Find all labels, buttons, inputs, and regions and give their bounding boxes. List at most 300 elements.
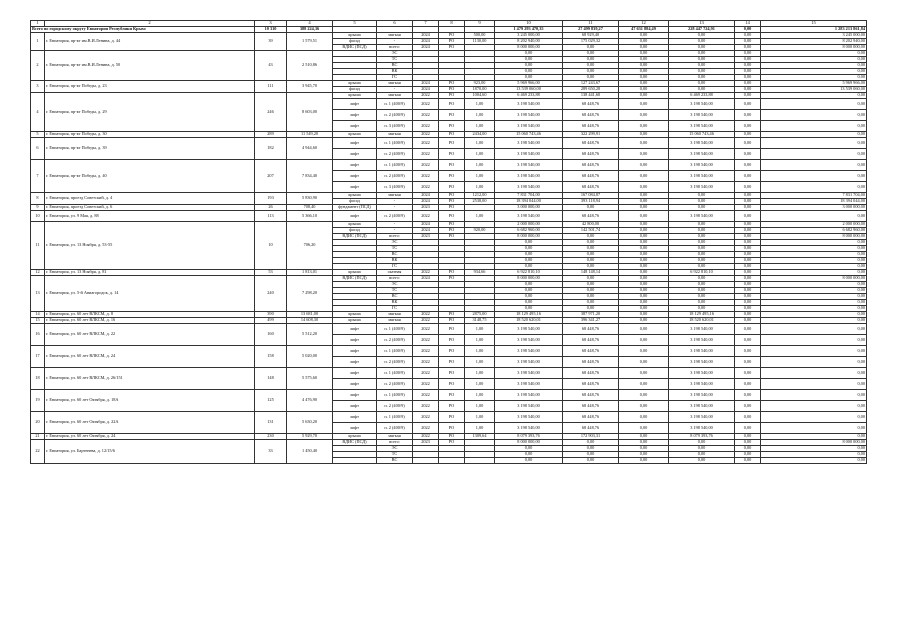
cost: 3 198 540,00 xyxy=(495,182,563,193)
total-col14: 0,00 xyxy=(735,27,761,33)
year: 2022 xyxy=(413,149,439,160)
work-subtype: п. 1 (400/9) xyxy=(377,99,413,110)
work-subtype: ГС xyxy=(377,306,413,312)
col15: 0,00 xyxy=(761,138,867,149)
col14: 0,00 xyxy=(735,57,761,63)
col14: 0,00 xyxy=(735,75,761,81)
method: РО xyxy=(439,160,465,171)
apartments-count: 131 xyxy=(255,412,287,434)
column-number: 14 xyxy=(735,21,761,27)
col12: 0,00 xyxy=(619,160,669,171)
total-label: Всего по городскому округу Евпатория Республики Крым: xyxy=(31,27,255,33)
col15: 0,00 xyxy=(761,69,867,75)
col14: 0,00 xyxy=(735,121,761,132)
row-number: 7 xyxy=(31,160,45,193)
year: 2024 xyxy=(413,222,439,228)
col11: 0,00 xyxy=(563,258,619,264)
method: РО xyxy=(439,423,465,434)
col15: 8 202 940,00 xyxy=(761,39,867,45)
col14: 0,00 xyxy=(735,39,761,45)
apartments-count: 43 xyxy=(255,51,287,81)
cost: 18 394 044,00 xyxy=(495,199,563,205)
method: РО xyxy=(439,199,465,205)
work-type: крыша xyxy=(333,93,377,99)
work-subtype: мягкая xyxy=(377,81,413,87)
volume: 1,00 xyxy=(465,357,495,368)
col15: 18 394 044,00 xyxy=(761,199,867,205)
col13: 0,00 xyxy=(669,45,735,51)
col11: 0,00 xyxy=(563,234,619,240)
apartments-count: 289 xyxy=(255,132,287,138)
building-address: г. Евпатория, ул. 13 Ноября, д. 81 xyxy=(45,270,255,276)
year: 2022 xyxy=(413,138,439,149)
col12: 0,00 xyxy=(619,93,669,99)
col13: 0,00 xyxy=(669,234,735,240)
year: 2023 xyxy=(413,440,439,446)
col15: 0,00 xyxy=(761,132,867,138)
col13: 3 198 540,00 xyxy=(669,149,735,160)
col13: 0,00 xyxy=(669,51,735,57)
year: 2022 xyxy=(413,368,439,379)
col15: 0,00 xyxy=(761,258,867,264)
row-number: 12 xyxy=(31,270,45,276)
row-number: 22 xyxy=(31,440,45,464)
cost: 0,00 xyxy=(495,446,563,452)
col14: 0,00 xyxy=(735,300,761,306)
method: РО xyxy=(439,276,465,282)
method: РО xyxy=(439,149,465,160)
work-subtype: п. 2 (400/9) xyxy=(377,211,413,222)
volume: 3148,75 xyxy=(465,318,495,324)
work-subtype: ТС xyxy=(377,288,413,294)
cost: 0,00 xyxy=(495,252,563,258)
col11: 68 448,76 xyxy=(563,160,619,171)
apartments-count: 53 xyxy=(255,270,287,276)
method: РО xyxy=(439,379,465,390)
col12: 0,00 xyxy=(619,132,669,138)
col13: 3 198 540,00 xyxy=(669,99,735,110)
work-subtype: ТС xyxy=(377,452,413,458)
cost: 8 000 000,00 xyxy=(495,440,563,446)
col13: 3 198 540,00 xyxy=(669,412,735,423)
year: 2024 xyxy=(413,33,439,39)
col14: 0,00 xyxy=(735,434,761,440)
col12: 0,00 xyxy=(619,452,669,458)
column-number: 3 xyxy=(255,21,287,27)
volume: 1,00 xyxy=(465,346,495,357)
total-col12: 47 631 884,49 xyxy=(619,27,669,33)
col13: 15 060 743,46 xyxy=(669,132,735,138)
cost: 3 198 540,00 xyxy=(495,423,563,434)
col12: 0,00 xyxy=(619,368,669,379)
col11: 0,00 xyxy=(563,69,619,75)
col14: 0,00 xyxy=(735,423,761,434)
col15: 7 831 704,00 xyxy=(761,193,867,199)
col15: 0,00 xyxy=(761,171,867,182)
col13: 0,00 xyxy=(669,440,735,446)
method: РО xyxy=(439,346,465,357)
col13: 3 198 540,00 xyxy=(669,110,735,121)
work-type: лифт xyxy=(333,138,377,149)
building-address: г. Евпатория, пр-кт им.В.И.Ленина, д. 44 xyxy=(45,33,255,51)
col11: 0,00 xyxy=(563,294,619,300)
building-area: 5 929,70 xyxy=(287,434,333,440)
building-area: 5 512,20 xyxy=(287,324,333,346)
work-subtype: п. 2 (400/9) xyxy=(377,379,413,390)
col15: 0,00 xyxy=(761,390,867,401)
col14: 0,00 xyxy=(735,149,761,160)
col15: 13 539 060,00 xyxy=(761,87,867,93)
method: РО xyxy=(439,357,465,368)
cost: 3 198 540,00 xyxy=(495,121,563,132)
col13: 0,00 xyxy=(669,458,735,464)
cost: 0,00 xyxy=(495,246,563,252)
building-address: г. Евпатория, ул. 60 лет ВЛКСМ, д. 22 xyxy=(45,324,255,346)
volume: 1,00 xyxy=(465,390,495,401)
work-type: лифт xyxy=(333,211,377,222)
building-area: 5 830,90 xyxy=(287,193,333,205)
work-subtype: всего: xyxy=(377,234,413,240)
method xyxy=(439,458,465,464)
col11: 68 448,76 xyxy=(563,423,619,434)
col12: 0,00 xyxy=(619,199,669,205)
col14: 0,00 xyxy=(735,368,761,379)
apartments-count: 158 xyxy=(255,346,287,368)
col14: 0,00 xyxy=(735,63,761,69)
col15: 3 245 000,00 xyxy=(761,33,867,39)
col11: 0,00 xyxy=(563,446,619,452)
building-area: 1 813,01 xyxy=(287,270,333,276)
year: 2022 xyxy=(413,182,439,193)
col12: 0,00 xyxy=(619,318,669,324)
col11: 0,00 xyxy=(563,264,619,270)
col13: 0,00 xyxy=(669,205,735,211)
col12: 0,00 xyxy=(619,51,669,57)
building-address: г. Евпатория, пр-кт Победы, д. 30 xyxy=(45,132,255,138)
method: РО xyxy=(439,39,465,45)
col15: 0,00 xyxy=(761,357,867,368)
col12: 0,00 xyxy=(619,171,669,182)
col13: 0,00 xyxy=(669,87,735,93)
building-address: г. Евпатория, ул. 13 Ноября, д. 53-55 xyxy=(45,222,255,270)
col13: 3 198 540,00 xyxy=(669,171,735,182)
cost: 5 969 966,00 xyxy=(495,81,563,87)
year: 2022 xyxy=(413,401,439,412)
col15: 0,00 xyxy=(761,57,867,63)
total-col15: 1 283 213 861,84 xyxy=(761,27,867,33)
work-type: лифт xyxy=(333,149,377,160)
apartments-count: 193 xyxy=(255,193,287,205)
col11: 0,00 xyxy=(563,63,619,69)
cost: 0,00 xyxy=(495,294,563,300)
col13: 0,00 xyxy=(669,306,735,312)
cost: 7 831 704,00 xyxy=(495,193,563,199)
volume xyxy=(465,458,495,464)
work-subtype: п. 1 (400/9) xyxy=(377,412,413,423)
table-row xyxy=(31,390,867,401)
table-row xyxy=(31,160,867,171)
work-type: фундамент (ПСД) xyxy=(333,205,377,211)
building-area: 7 834,40 xyxy=(287,160,333,193)
col12: 0,00 xyxy=(619,335,669,346)
col11: 127 243,67 xyxy=(563,81,619,87)
col14: 0,00 xyxy=(735,282,761,288)
work-type: лифт xyxy=(333,324,377,335)
col14: 0,00 xyxy=(735,446,761,452)
col14: 0,00 xyxy=(735,69,761,75)
col11: 0,00 xyxy=(563,51,619,57)
col13: 0,00 xyxy=(669,282,735,288)
cost: 3 198 540,00 xyxy=(495,368,563,379)
volume: 1,00 xyxy=(465,182,495,193)
col12: 0,00 xyxy=(619,45,669,51)
work-type xyxy=(333,458,377,464)
col13: 3 198 540,00 xyxy=(669,324,735,335)
col13: 0,00 xyxy=(669,75,735,81)
method: РО xyxy=(439,228,465,234)
volume: 2434,00 xyxy=(465,132,495,138)
col14: 0,00 xyxy=(735,182,761,193)
table-row xyxy=(31,138,867,149)
building-area: 5 575,60 xyxy=(287,368,333,390)
building-address: г. Евпатория, ул. 60 лет ВЛКСМ, д. 8 xyxy=(45,312,255,318)
method: РО xyxy=(439,318,465,324)
year: 2022 xyxy=(413,357,439,368)
row-number: 8 xyxy=(31,193,45,205)
work-type: крыша xyxy=(333,132,377,138)
col11: 68 448,76 xyxy=(563,121,619,132)
col12: 0,00 xyxy=(619,110,669,121)
column-number: 10 xyxy=(495,21,563,27)
cost: 3 198 540,00 xyxy=(495,110,563,121)
col15: 0,00 xyxy=(761,312,867,318)
work-subtype: п. 1 (400/9) xyxy=(377,390,413,401)
col14: 0,00 xyxy=(735,318,761,324)
work-type: крыша xyxy=(333,33,377,39)
col12: 0,00 xyxy=(619,246,669,252)
col13: 3 198 540,00 xyxy=(669,379,735,390)
col14: 0,00 xyxy=(735,222,761,228)
col12: 0,00 xyxy=(619,312,669,318)
col13: 3 198 540,00 xyxy=(669,160,735,171)
cost: 18 520 620,01 xyxy=(495,318,563,324)
volume: 1,00 xyxy=(465,99,495,110)
col14: 0,00 xyxy=(735,335,761,346)
method: РО xyxy=(439,368,465,379)
row-number: 3 xyxy=(31,81,45,93)
volume: 934,66 xyxy=(465,270,495,276)
work-subtype: мягкая xyxy=(377,93,413,99)
row-number: 11 xyxy=(31,222,45,270)
year: 2022 xyxy=(413,312,439,318)
col14: 0,00 xyxy=(735,205,761,211)
col12: 0,00 xyxy=(619,379,669,390)
col11: 0,00 xyxy=(563,57,619,63)
col12: 0,00 xyxy=(619,69,669,75)
volume: 1130,00 xyxy=(465,39,495,45)
col14: 0,00 xyxy=(735,228,761,234)
col12: 0,00 xyxy=(619,211,669,222)
work-subtype: п. 1 (400/9) xyxy=(377,346,413,357)
apartments-count: 182 xyxy=(255,138,287,160)
method: РО xyxy=(439,87,465,93)
work-subtype: п. 2 (400/9) xyxy=(377,401,413,412)
col14: 0,00 xyxy=(735,412,761,423)
col13: 18 520 620,01 xyxy=(669,318,735,324)
method: РО xyxy=(439,335,465,346)
cost: 3 245 000,00 xyxy=(495,33,563,39)
cost: 3 198 540,00 xyxy=(495,390,563,401)
col15: 0,00 xyxy=(761,99,867,110)
work-type: ВДИС (ПСД) xyxy=(333,45,377,51)
cost: 0,00 xyxy=(495,264,563,270)
col12: 0,00 xyxy=(619,446,669,452)
col14: 0,00 xyxy=(735,379,761,390)
col12: 0,00 xyxy=(619,99,669,110)
volume: 1,00 xyxy=(465,324,495,335)
method: РО xyxy=(439,121,465,132)
col13: 0,00 xyxy=(669,258,735,264)
method: РО xyxy=(439,205,465,211)
work-subtype: п. 1 (400/9) xyxy=(377,368,413,379)
col12: 0,00 xyxy=(619,258,669,264)
col11: 68 448,76 xyxy=(563,368,619,379)
work-type: крыша xyxy=(333,312,377,318)
col15: 0,00 xyxy=(761,458,867,464)
col12: 0,00 xyxy=(619,87,669,93)
row-number: 5 xyxy=(31,132,45,138)
table-row xyxy=(31,211,867,222)
work-subtype: ЭС xyxy=(377,282,413,288)
cost: 0,00 xyxy=(495,452,563,458)
cost: 6 469 233,88 xyxy=(495,93,563,99)
col15: 0,00 xyxy=(761,324,867,335)
col12: 0,00 xyxy=(619,121,669,132)
work-type: ВДИС (ПСД) xyxy=(333,234,377,240)
col12: 0,00 xyxy=(619,276,669,282)
col13: 8 079 393,76 xyxy=(669,434,735,440)
building-area: 3 945,70 xyxy=(287,81,333,93)
col13: 6 922 810,10 xyxy=(669,270,735,276)
cost: 3 198 540,00 xyxy=(495,346,563,357)
work-type: крыша xyxy=(333,318,377,324)
col13: 3 198 540,00 xyxy=(669,357,735,368)
work-subtype: п. 2 (400/9) xyxy=(377,171,413,182)
work-subtype: ВК xyxy=(377,258,413,264)
col11: 68 448,76 xyxy=(563,357,619,368)
method: РО xyxy=(439,110,465,121)
col13: 0,00 xyxy=(669,252,735,258)
table-body xyxy=(31,21,867,464)
method: РО xyxy=(439,93,465,99)
work-type: лифт xyxy=(333,160,377,171)
work-type: лифт xyxy=(333,121,377,132)
cost: 0,00 xyxy=(495,63,563,69)
method: РО xyxy=(439,312,465,318)
col13: 0,00 xyxy=(669,288,735,294)
col14: 0,00 xyxy=(735,193,761,199)
col11: 289 650,28 xyxy=(563,87,619,93)
row-number: 2 xyxy=(31,51,45,81)
column-number: 15 xyxy=(761,21,867,27)
col11: 0,00 xyxy=(563,452,619,458)
col11: 0,00 xyxy=(563,458,619,464)
year: 2022 xyxy=(413,171,439,182)
col15: 8 000 000,00 xyxy=(761,440,867,446)
volume: 2875,00 xyxy=(465,312,495,318)
col15: 0,00 xyxy=(761,252,867,258)
cost: 3 198 540,00 xyxy=(495,171,563,182)
work-subtype: всего: xyxy=(377,45,413,51)
method: РО xyxy=(439,440,465,446)
method: РО xyxy=(439,171,465,182)
row-number: 6 xyxy=(31,138,45,160)
col13: 3 198 540,00 xyxy=(669,423,735,434)
col12: 0,00 xyxy=(619,306,669,312)
cost: 0,00 xyxy=(495,69,563,75)
col11: 0,00 xyxy=(563,300,619,306)
row-number: 13 xyxy=(31,276,45,312)
col14: 0,00 xyxy=(735,99,761,110)
col15: 0,00 xyxy=(761,318,867,324)
col14: 0,00 xyxy=(735,390,761,401)
work-type: фасад xyxy=(333,228,377,234)
total-col11: 27 499 839,27 xyxy=(563,27,619,33)
building-address: г. Евпатория, пр-кт Победы, д. 29 xyxy=(45,93,255,132)
volume: 1,00 xyxy=(465,335,495,346)
building-area: 14 608,30 xyxy=(287,318,333,324)
work-subtype: ВС xyxy=(377,294,413,300)
col15: 3 000 000,00 xyxy=(761,205,867,211)
col12: 0,00 xyxy=(619,234,669,240)
method: РО xyxy=(439,324,465,335)
volume: 1,00 xyxy=(465,401,495,412)
method: РО xyxy=(439,270,465,276)
column-number: 8 xyxy=(439,21,465,27)
column-number: 7 xyxy=(413,21,439,27)
col14: 0,00 xyxy=(735,452,761,458)
year: 2022 xyxy=(413,270,439,276)
col12: 0,00 xyxy=(619,264,669,270)
col14: 0,00 xyxy=(735,294,761,300)
col12: 0,00 xyxy=(619,252,669,258)
cost: 3 198 540,00 xyxy=(495,149,563,160)
repair-program-table xyxy=(30,20,867,464)
column-number: 12 xyxy=(619,21,669,27)
building-address: г. Евпатория, ул. 5-й Авиагородок, д. 14 xyxy=(45,276,255,312)
column-number: 4 xyxy=(287,21,333,27)
work-type: ВДИС (ПСД) xyxy=(333,276,377,282)
col11: 68 448,76 xyxy=(563,335,619,346)
method: РО xyxy=(439,412,465,423)
year: 2024 xyxy=(413,39,439,45)
work-type: лифт xyxy=(333,335,377,346)
col15: 0,00 xyxy=(761,446,867,452)
col13: 3 198 540,00 xyxy=(669,182,735,193)
col12: 0,00 xyxy=(619,440,669,446)
col12: 0,00 xyxy=(619,270,669,276)
work-type: лифт xyxy=(333,346,377,357)
col12: 0,00 xyxy=(619,282,669,288)
col15: 0,00 xyxy=(761,379,867,390)
col15: 0,00 xyxy=(761,335,867,346)
col12: 0,00 xyxy=(619,138,669,149)
year: 2024 xyxy=(413,193,439,199)
col15: 0,00 xyxy=(761,63,867,69)
col11: 68 448,76 xyxy=(563,138,619,149)
work-subtype: ГС xyxy=(377,264,413,270)
col15: 0,00 xyxy=(761,182,867,193)
